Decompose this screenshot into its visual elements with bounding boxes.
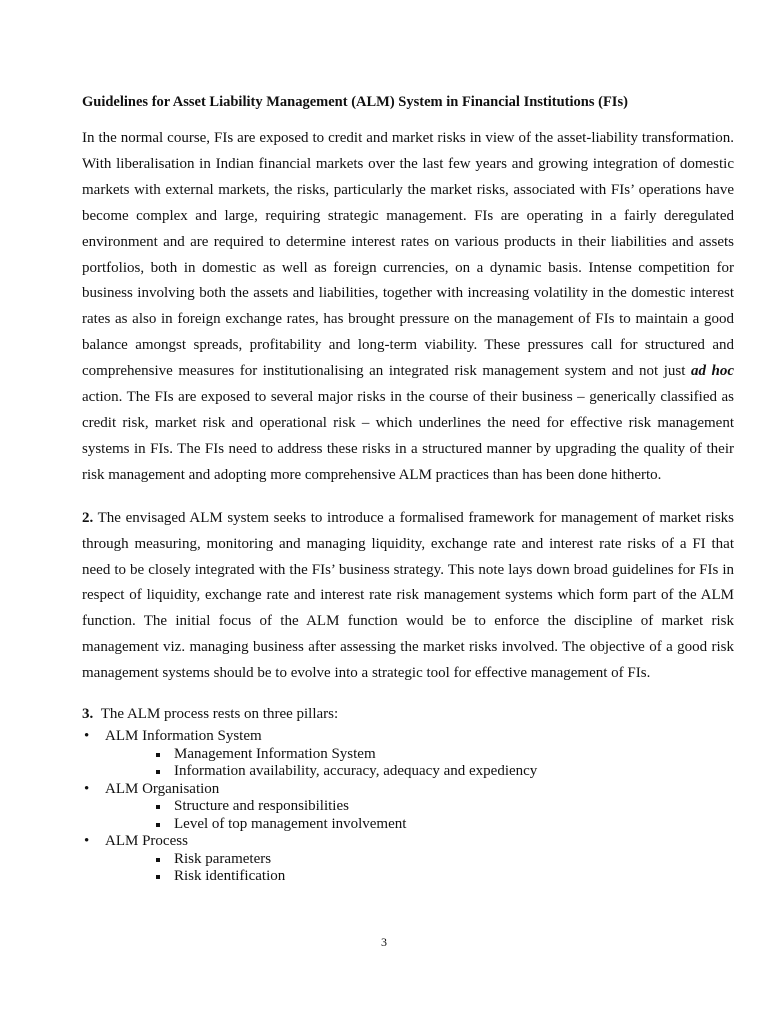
sub-item-text: Structure and responsibilities bbox=[174, 798, 349, 815]
sub-item bbox=[152, 763, 734, 781]
paragraph-2-text: The envisaged ALM system seeks to introduce a formalised framework for management of market risks through measuring, monitoring and managing liquidity, exchange rate and interest rate risks of a FI that need to be closely integrated with the FIs’ business strategy. This note lays down broad guidelines for FIs in respect of liquidity, exchange rate and interest rate risk management systems which form part of the ALM function. The initial focus of the ALM function would be to enforce the discipline of market risk management viz. managing business after assessing the market risks involved. The objective of a good risk management systems should be to evolve into a strategic tool for effective management of FIs. bbox=[82, 509, 734, 682]
paragraph-3 bbox=[82, 704, 734, 724]
pillar-label: ALM Process bbox=[105, 833, 188, 850]
paragraph-2 bbox=[82, 506, 734, 687]
pillar-item bbox=[82, 833, 734, 886]
sub-item bbox=[152, 851, 734, 869]
pillar-label: ALM Information System bbox=[105, 728, 262, 745]
page-number: 3 bbox=[381, 935, 387, 949]
pillar-sublist bbox=[105, 851, 734, 886]
page-content bbox=[82, 92, 734, 886]
pillar-label: ALM Organisation bbox=[105, 780, 220, 797]
ad-hoc-emphasis: ad hoc bbox=[690, 363, 735, 380]
pillar-sublist bbox=[105, 798, 734, 833]
paragraph-1-text-after: action. The FIs are exposed to several major risks in the course of their business – generically classified as credit risk, market risk and operational risk – which underlines the need for effective risk management systems in FIs. The FIs need to address these risks in a structured manner by upgrading the quality of their risk management and adopting more comprehensive ALM practices than has been done hitherto. bbox=[82, 389, 734, 483]
paragraph-3-number: 3. bbox=[82, 706, 94, 723]
paragraph-1 bbox=[82, 126, 734, 489]
sub-item bbox=[152, 868, 734, 886]
paragraph-1-text-before: In the normal course, FIs are exposed to credit and market risks in view of the asset-liability transformation. With liberalisation in Indian financial markets over the last few years and growing integration of domestic markets with external markets, the risks, particularly the market risks, associated with FIs’ operations have become complex and large, requiring strategic management. FIs are operating in a fairly deregulated environment and are required to determine interest rates on various products in their liabilities and assets portfolios, both in domestic as well as foreign currencies, on a dynamic basis. Intense competition for business involving both the assets and liabilities, together with increasing volatility in the domestic interest rates as also in foreign exchange rates, has brought pressure on the management of FIs to maintain a good balance amongst spreads, profitability and long-term viability. These pressures call for structured and comprehensive measures for institutionalising an integrated risk management system and not just bbox=[82, 130, 734, 380]
pillars-list bbox=[82, 728, 734, 886]
pillar-item bbox=[82, 728, 734, 781]
sub-item bbox=[152, 798, 734, 816]
sub-item-text: Risk parameters bbox=[174, 850, 272, 867]
paragraph-2-number: 2. bbox=[82, 509, 94, 526]
sub-item-text: Risk identification bbox=[174, 868, 286, 885]
pillar-item bbox=[82, 781, 734, 834]
sub-item-text: Level of top management involvement bbox=[174, 815, 407, 832]
pillar-sublist bbox=[105, 746, 734, 781]
sub-item bbox=[152, 746, 734, 764]
document-title: Guidelines for Asset Liability Management (ALM) System in Financial Institutions (FIs) bbox=[82, 94, 628, 110]
sub-item-text: Information availability, accuracy, adequacy and expediency bbox=[174, 763, 538, 780]
paragraph-3-text: The ALM process rests on three pillars: bbox=[97, 706, 339, 723]
sub-item-text: Management Information System bbox=[174, 745, 376, 762]
sub-item bbox=[152, 816, 734, 834]
